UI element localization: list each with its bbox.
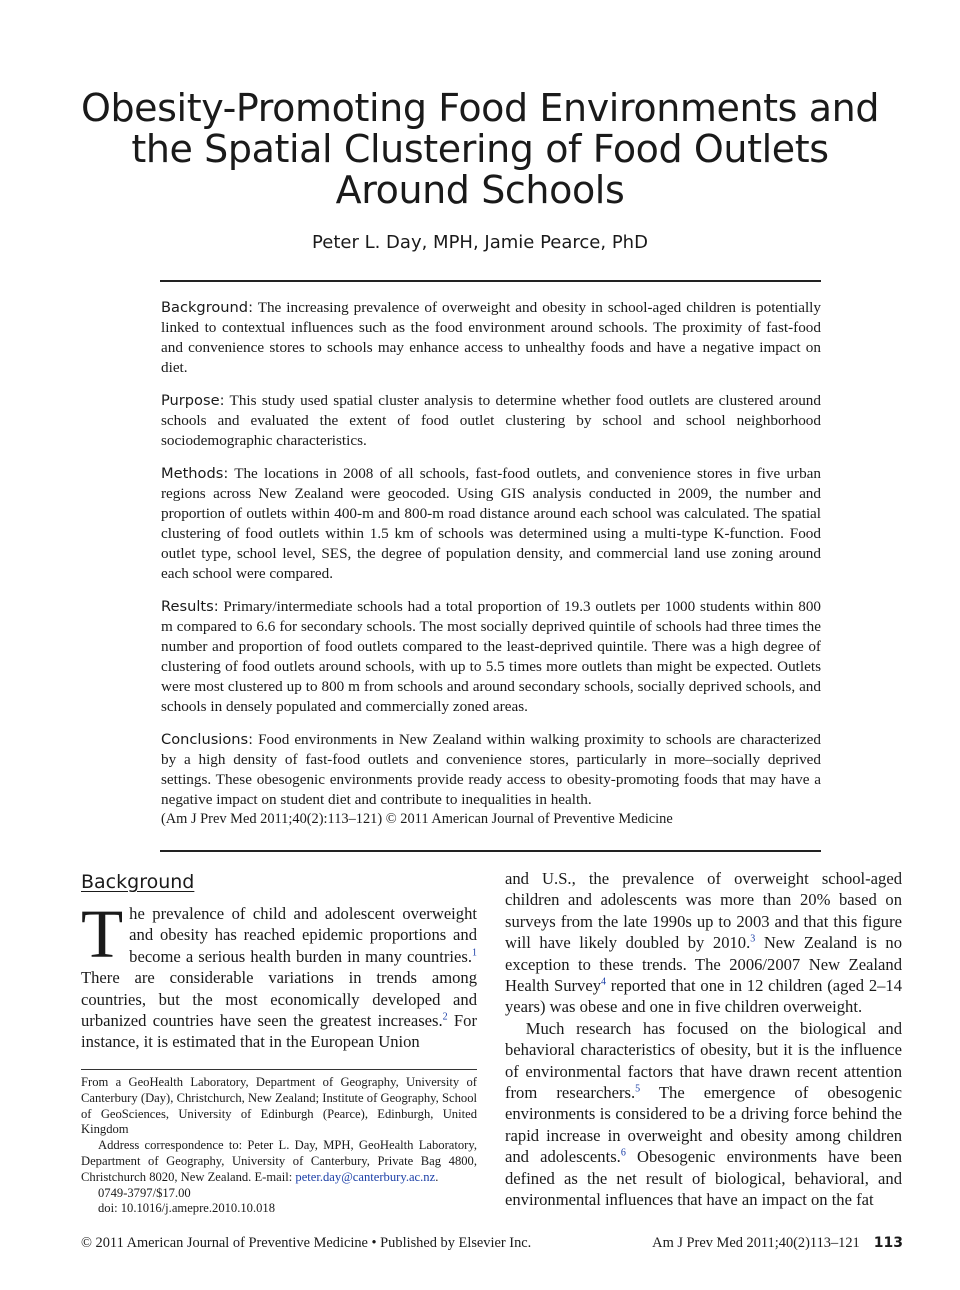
reference-link[interactable]: 2 xyxy=(442,1011,448,1023)
footnote-issn: 0749-3797/$17.00 xyxy=(98,1185,191,1200)
footnote-correspondence xyxy=(81,1138,477,1185)
body-text-run: Much research has focused on the biological and behavioral characteristics of obesity, but it is the influence of environmental factors that have drawn recent attention from researchers. xyxy=(505,1018,902,1103)
section-heading-background: Background xyxy=(81,871,195,893)
reference-link[interactable]: 4 xyxy=(601,976,606,988)
footnote-address: Address correspondence to: Peter L. Day, MPH, GeoHealth Laboratory, Department of Geography, University of Canterbury, Private Bag 4800, Christchurch 8020, New Zealand. E-mail: xyxy=(81,1138,477,1184)
body-text-run: New Zealand is no exception to these trends. The 2006/2007 New Zealand Health Survey xyxy=(505,933,902,996)
abstract-results xyxy=(161,597,821,717)
abstract-label: Background: xyxy=(161,299,253,316)
title-line: the Spatial Clustering of Food Outlets xyxy=(131,127,829,171)
abstract-label: Conclusions: xyxy=(161,731,254,748)
abstract-text: The increasing prevalence of overweight and obesity in school-aged children is potentially linked to contextual influences such as the food environment around schools. The proximity of fast-food and convenience stores to schools may enhance access to unhealthy foods and have a negative impact on diet. xyxy=(161,299,821,376)
email-link[interactable]: peter.day@canterbury.ac.nz xyxy=(295,1169,436,1184)
article-title xyxy=(80,88,880,211)
footer-copyright: © 2011 American Journal of Preventive Medicine • Published by Elsevier Inc. xyxy=(81,1235,532,1251)
author-list: Peter L. Day, MPH, Jamie Pearce, PhD xyxy=(312,232,648,253)
abstract-purpose xyxy=(161,391,821,451)
abstract-label: Methods: xyxy=(161,465,229,482)
abstract-conclusions xyxy=(161,730,821,810)
footnote-affiliation: From a GeoHealth Laboratory, Department of Geography, University of Canterbury (Day), Christchurch, New Zealand; Institute of Geography, School of GeoSciences, University of Edinburgh (Pearce), Edinburgh, United Kingdom xyxy=(81,1075,477,1137)
footer-journal xyxy=(652,1235,903,1252)
abstract-text: Primary/intermediate schools had a total proportion of 19.3 outlets per 1000 students within 800 m compared to 6.6 for secondary schools. The most socially deprived quintile of schools had three times the number and proportion of food outlets compared to the least-deprived quintile. There was a high degree of clustering of food outlets around schools, with up to 5.5 times more outlets than might be expected. Outlets were most clustered up to 800 m from schools and around secondary schools, socially deprived schools, and schools in densely populated and commercially zoned areas. xyxy=(161,598,822,715)
body-text-run: reported that one in 12 children (aged 2–14 years) was obese and one in five children overweight. xyxy=(505,976,903,1017)
body-text-run: and U.S., the prevalence of overweight school-aged children and adolescents was more than 20% based on surveys from the late 1990s up to 2003 and that this figure will have likely doubled by 2010. xyxy=(505,869,902,953)
abstract-methods xyxy=(161,464,821,584)
footnotes xyxy=(81,1069,477,1217)
body-text-run: Obesogenic environments have been defined as the net result of biological, behavioral, and environmental influences that have an impact on the fat xyxy=(505,1147,902,1210)
body-paragraph-2 xyxy=(505,1018,902,1211)
abstract-background xyxy=(161,298,821,378)
body-column-left xyxy=(81,868,477,1053)
title-line: Obesity-Promoting Food Environments and xyxy=(80,86,880,130)
body-text-run: The emergence of obesogenic environments is considered to be a driving force behind the rapid increase in overweight and obesity among children and adolescents. xyxy=(505,1083,902,1167)
body-column-right xyxy=(505,868,902,1211)
abstract-top-rule xyxy=(160,280,821,282)
abstract-citation: (Am J Prev Med 2011;40(2):113–121) © 2011 American Journal of Preventive Medicine xyxy=(161,811,673,827)
footer-citation: Am J Prev Med 2011;40(2)113–121 xyxy=(652,1235,860,1251)
body-paragraph-1-cont xyxy=(505,868,902,1018)
title-line: Around Schools xyxy=(335,168,625,212)
body-paragraph-1-start xyxy=(81,896,477,1053)
drop-cap: T xyxy=(81,896,124,972)
abstract-text: This study used spatial cluster analysis to determine whether food outlets are clustered around schools and evaluated the extent of food outlet clustering by school and school neighborhood sociodemographic characteristics. xyxy=(161,392,821,449)
footnote-doi: doi: 10.1016/j.amepre.2010.10.018 xyxy=(98,1201,275,1216)
abstract-text: Food environments in New Zealand within walking proximity to schools are characterized by a high density of fast-food outlets and convenience stores, particularly in more–socially deprived settings. These obesogenic environments provide ready access to obesity-promoting foods that may have a negative impact on student diet and contribute to inequalities in health. xyxy=(161,731,821,808)
abstract-bottom-rule xyxy=(160,850,821,852)
reference-link[interactable]: 3 xyxy=(750,933,756,945)
abstract xyxy=(161,298,821,829)
page-number: 113 xyxy=(873,1235,903,1251)
body-text-run: There are considerable variations in trends among countries, but the most economically developed and urbanized countries have seen the greatest increases. xyxy=(81,968,477,1031)
reference-link[interactable]: 1 xyxy=(472,947,477,959)
footnote-punct: . xyxy=(435,1169,439,1184)
reference-link[interactable]: 6 xyxy=(620,1147,626,1159)
body-text-run: he prevalence of child and adolescent overweight and obesity has reached epidemic proportions and become a serious health burden in many countries. xyxy=(129,904,477,966)
body-text-run: For instance, it is estimated that in the European Union xyxy=(81,1011,477,1052)
abstract-label: Results: xyxy=(161,598,219,615)
abstract-label: Purpose: xyxy=(161,392,225,409)
reference-link[interactable]: 5 xyxy=(635,1083,641,1095)
abstract-text: The locations in 2008 of all schools, fast-food outlets, and convenience stores in five urban regions across New Zealand were geocoded. Using GIS analysis conducted in 2009, the number and proportion of outlets within 400-m and 800-m road distance around each school was calculated. The spatial clustering of food outlets within 1.5 km of schools was determined using a multi-type K-function. Food outlet type, school level, SES, the degree of population density, and commercial land use zoning around each school were compared. xyxy=(161,465,821,582)
